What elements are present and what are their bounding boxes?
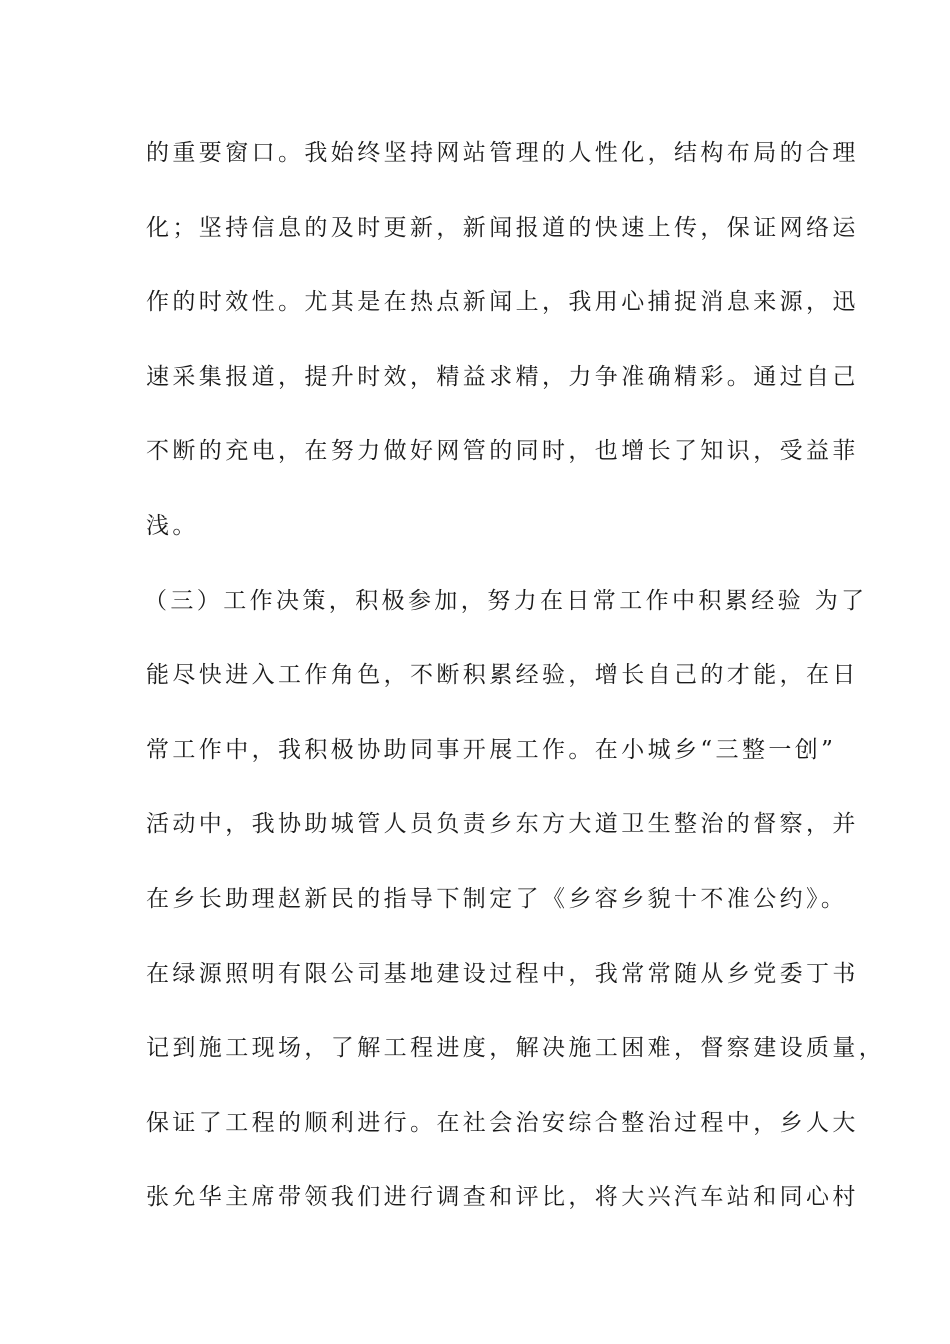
text-line: 记到施工现场，了解工程进度，解决施工困难，督察建设质量， xyxy=(146,1035,886,1062)
text-line: 能尽快进入工作角色，不断积累经验，增长自己的才能，在日 xyxy=(146,662,859,689)
text-line: 常工作中，我积极协助同事开展工作。在小城乡“三整一创” xyxy=(146,736,837,763)
text-line: 在乡长助理赵新民的指导下制定了《乡容乡貌十不准公约》。 xyxy=(146,885,848,912)
text-line: 保证了工程的顺利进行。在社会治安综合整治过程中，乡人大 xyxy=(146,1109,859,1136)
text-line: 张允华主席带领我们进行调查和评比，将大兴汽车站和同心村 xyxy=(146,1184,859,1211)
text-line: 速采集报道，提升时效，精益求精，力争准确精彩。通过自己 xyxy=(146,363,859,390)
text-line: 在绿源照明有限公司基地建设过程中，我常常随从乡党委丁书 xyxy=(146,960,859,987)
body-text xyxy=(144,130,886,1249)
text-line: 作的时效性。尤其是在热点新闻上，我用心捕捉消息来源，迅 xyxy=(146,289,859,316)
text-line: 不断的充电，在努力做好网管的同时，也增长了知识，受益菲 xyxy=(146,438,859,465)
text-line: 浅。 xyxy=(146,512,199,539)
text-line: 的重要窗口。我始终坚持网站管理的人性化，结构布局的合理 xyxy=(146,140,859,166)
text-line: 化；坚持信息的及时更新，新闻报道的快速上传，保证网络运 xyxy=(146,214,859,241)
text-line: 活动中，我协助城管人员负责乡东方大道卫生整治的督察，并 xyxy=(146,811,859,838)
section-heading-line: （三）工作决策，积极参加，努力在日常工作中积累经验 为了 xyxy=(144,587,868,614)
